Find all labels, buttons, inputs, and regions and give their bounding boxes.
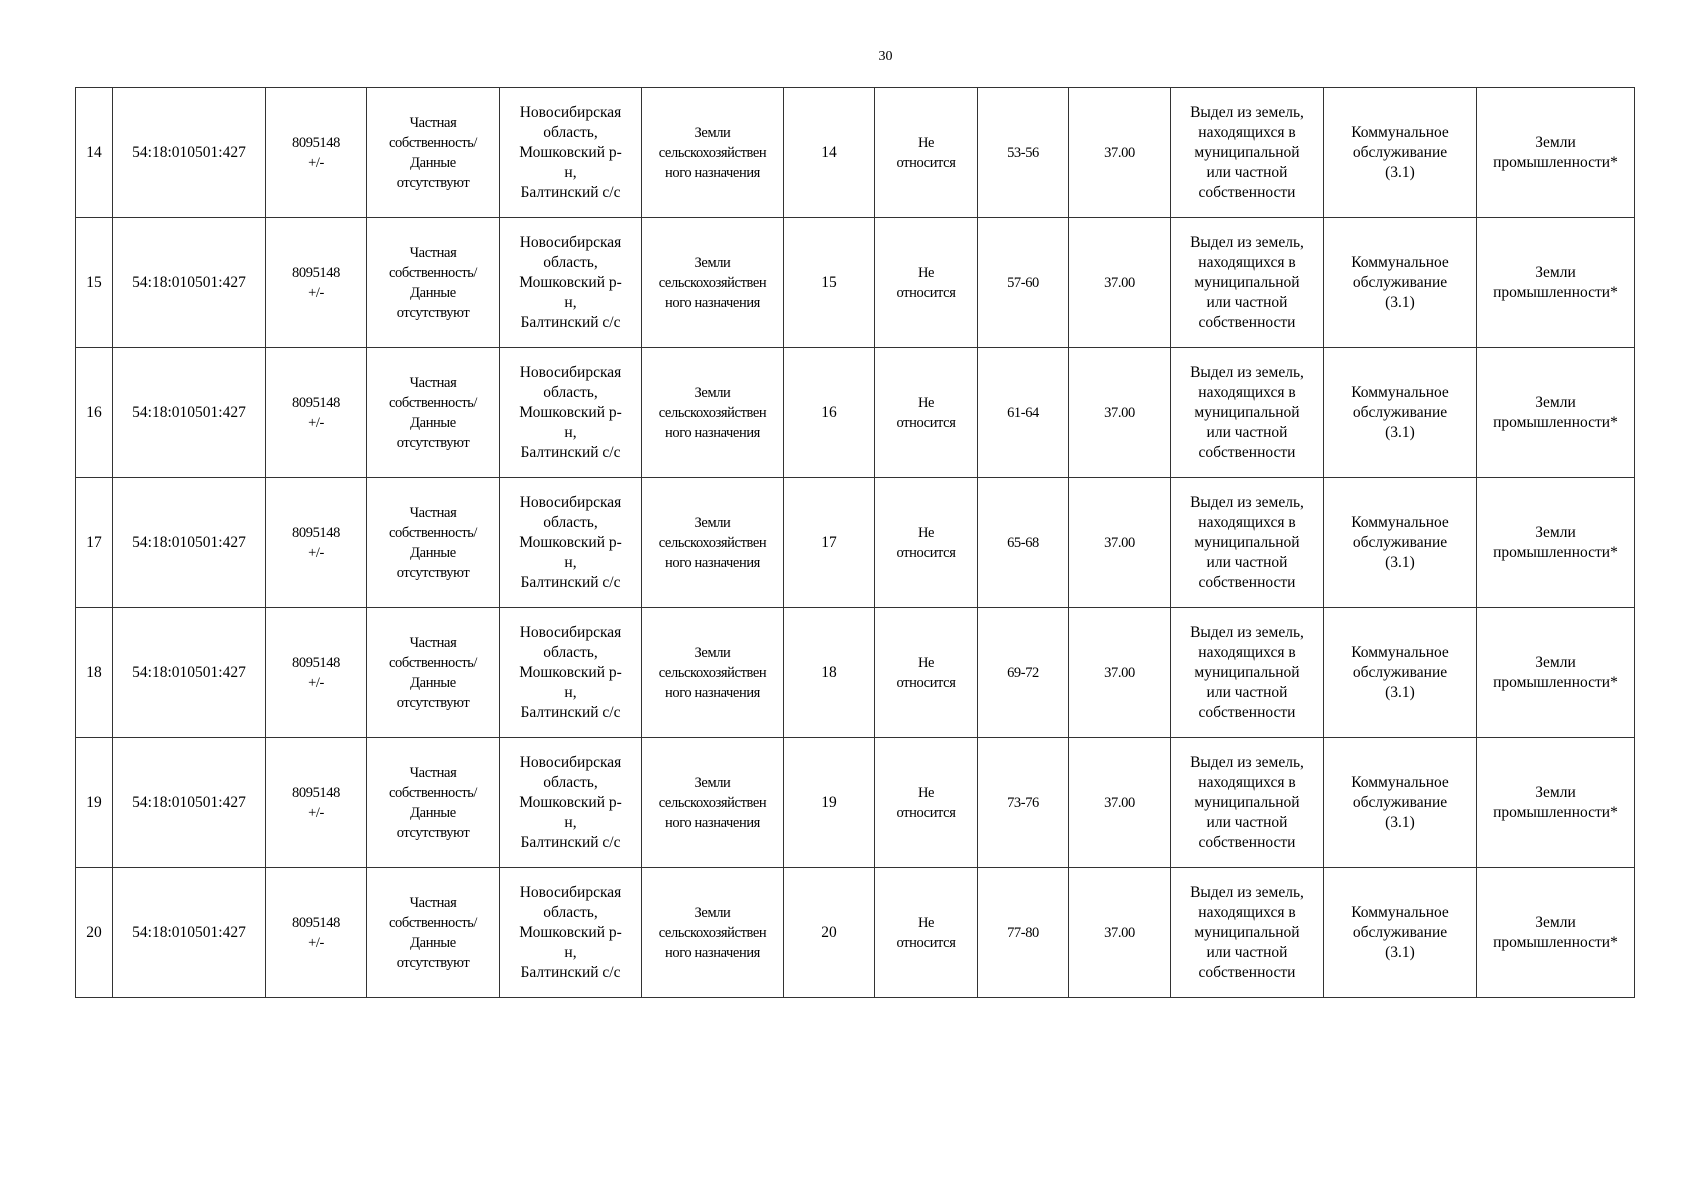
cell-text-address: Новосибирская область, Мошковский р- н, Балтинский с/с [519, 363, 622, 461]
target-category-cell [1477, 88, 1635, 218]
source-cell [1171, 478, 1324, 608]
cell-text-points: 61-64 [1007, 404, 1039, 421]
cell-text-category: Земли сельскохозяйствен ного назначения [658, 774, 767, 831]
cell-text-n: 15 [86, 273, 102, 291]
table-body [76, 88, 1635, 998]
table-row [76, 738, 1635, 868]
address-cell [500, 348, 642, 478]
table-row [76, 348, 1635, 478]
land-category-cell [642, 88, 784, 218]
relation-cell [875, 738, 978, 868]
permitted-use-cell [1324, 868, 1477, 998]
cell-text-relation: Не относится [896, 134, 956, 171]
value-cell [1069, 738, 1171, 868]
cell-text-n: 18 [86, 663, 102, 681]
relation-cell [875, 348, 978, 478]
cadastral-number-cell [113, 738, 266, 868]
cell-text-category: Земли сельскохозяйствен ного назначения [658, 384, 767, 441]
ownership-cell [367, 478, 500, 608]
cell-text-source: Выдел из земель, находящихся в муниципальной или частной собственности [1190, 883, 1304, 981]
cell-text-source: Выдел из земель, находящихся в муниципальной или частной собственности [1190, 363, 1304, 461]
plot-number-cell [784, 218, 875, 348]
cadastral-number-cell [113, 88, 266, 218]
points-cell [978, 88, 1069, 218]
ownership-cell [367, 608, 500, 738]
cell-text-address: Новосибирская область, Мошковский р- н, Балтинский с/с [519, 623, 622, 721]
permitted-use-cell [1324, 738, 1477, 868]
value-cell [1069, 478, 1171, 608]
row-index-cell [76, 478, 113, 608]
cell-text-n: 14 [86, 143, 102, 161]
permitted-use-cell [1324, 608, 1477, 738]
cell-text-relation: Не относится [896, 654, 956, 691]
cell-text-ownership: Частная собственность/ Данные отсутствуют [389, 244, 477, 321]
cell-text-number: 15 [821, 273, 837, 291]
cell-text-number: 17 [821, 533, 837, 551]
cell-text-category: Земли сельскохозяйствен ного назначения [658, 644, 767, 701]
points-cell [978, 348, 1069, 478]
cell-text-target: Земли промышленности* [1493, 783, 1618, 821]
address-cell [500, 608, 642, 738]
cell-text-points: 53-56 [1007, 144, 1039, 161]
land-category-cell [642, 738, 784, 868]
cell-text-use: Коммунальное обслуживание (3.1) [1351, 383, 1449, 441]
target-category-cell [1477, 218, 1635, 348]
cell-text-ownership: Частная собственность/ Данные отсутствуют [389, 634, 477, 711]
table-row [76, 218, 1635, 348]
relation-cell [875, 88, 978, 218]
target-category-cell [1477, 478, 1635, 608]
page-number: 30 [878, 49, 893, 64]
relation-cell [875, 478, 978, 608]
address-cell [500, 478, 642, 608]
cell-text-address: Новосибирская область, Мошковский р- н, Балтинский с/с [519, 233, 622, 331]
cell-text-points: 57-60 [1007, 274, 1039, 291]
cell-text-source: Выдел из земель, находящихся в муниципальной или частной собственности [1190, 493, 1304, 591]
cell-text-number: 20 [821, 923, 837, 941]
cadastral-number-cell [113, 868, 266, 998]
points-cell [978, 478, 1069, 608]
cell-text-value: 37.00 [1104, 794, 1135, 811]
cell-text-relation: Не относится [896, 264, 956, 301]
plot-number-cell [784, 478, 875, 608]
permitted-use-cell [1324, 218, 1477, 348]
cell-text-category: Земли сельскохозяйствен ного назначения [658, 254, 767, 311]
cell-text-category: Земли сельскохозяйствен ного назначения [658, 514, 767, 571]
cell-text-area: 8095148 +/- [292, 134, 340, 171]
cell-text-ownership: Частная собственность/ Данные отсутствуют [389, 764, 477, 841]
plot-number-cell [784, 348, 875, 478]
cell-text-source: Выдел из земель, находящихся в муниципальной или частной собственности [1190, 623, 1304, 721]
cell-text-cadastral: 54:18:010501:427 [132, 793, 246, 811]
target-category-cell [1477, 738, 1635, 868]
table-row [76, 868, 1635, 998]
cell-text-source: Выдел из земель, находящихся в муниципальной или частной собственности [1190, 233, 1304, 331]
area-cell [266, 608, 367, 738]
cell-text-cadastral: 54:18:010501:427 [132, 663, 246, 681]
land-category-cell [642, 868, 784, 998]
value-cell [1069, 868, 1171, 998]
cell-text-value: 37.00 [1104, 534, 1135, 551]
cell-text-cadastral: 54:18:010501:427 [132, 403, 246, 421]
cell-text-cadastral: 54:18:010501:427 [132, 143, 246, 161]
cell-text-cadastral: 54:18:010501:427 [132, 533, 246, 551]
relation-cell [875, 218, 978, 348]
points-cell [978, 608, 1069, 738]
ownership-cell [367, 218, 500, 348]
cell-text-use: Коммунальное обслуживание (3.1) [1351, 253, 1449, 311]
cadastral-number-cell [113, 218, 266, 348]
area-cell [266, 348, 367, 478]
cell-text-ownership: Частная собственность/ Данные отсутствуют [389, 894, 477, 971]
cell-text-address: Новосибирская область, Мошковский р- н, Балтинский с/с [519, 753, 622, 851]
table-row [76, 608, 1635, 738]
cell-text-n: 17 [86, 533, 102, 551]
source-cell [1171, 868, 1324, 998]
cell-text-cadastral: 54:18:010501:427 [132, 923, 246, 941]
cell-text-use: Коммунальное обслуживание (3.1) [1351, 643, 1449, 701]
cell-text-number: 19 [821, 793, 837, 811]
relation-cell [875, 868, 978, 998]
area-cell [266, 868, 367, 998]
cell-text-address: Новосибирская область, Мошковский р- н, Балтинский с/с [519, 103, 622, 201]
area-cell [266, 218, 367, 348]
plot-number-cell [784, 868, 875, 998]
cell-text-target: Земли промышленности* [1493, 653, 1618, 691]
target-category-cell [1477, 348, 1635, 478]
area-cell [266, 738, 367, 868]
permitted-use-cell [1324, 88, 1477, 218]
plot-number-cell [784, 608, 875, 738]
source-cell [1171, 738, 1324, 868]
table-row [76, 478, 1635, 608]
cell-text-n: 20 [86, 923, 102, 941]
value-cell [1069, 348, 1171, 478]
cell-text-area: 8095148 +/- [292, 394, 340, 431]
row-index-cell [76, 608, 113, 738]
cell-text-area: 8095148 +/- [292, 654, 340, 691]
value-cell [1069, 608, 1171, 738]
row-index-cell [76, 738, 113, 868]
source-cell [1171, 348, 1324, 478]
target-category-cell [1477, 608, 1635, 738]
ownership-cell [367, 88, 500, 218]
cell-text-category: Земли сельскохозяйствен ного назначения [658, 904, 767, 961]
cell-text-points: 65-68 [1007, 534, 1039, 551]
permitted-use-cell [1324, 478, 1477, 608]
row-index-cell [76, 218, 113, 348]
land-register-table [75, 87, 1635, 998]
cell-text-address: Новосибирская область, Мошковский р- н, Балтинский с/с [519, 883, 622, 981]
cell-text-area: 8095148 +/- [292, 914, 340, 951]
value-cell [1069, 88, 1171, 218]
cell-text-cadastral: 54:18:010501:427 [132, 273, 246, 291]
cell-text-n: 19 [86, 793, 102, 811]
area-cell [266, 88, 367, 218]
land-category-cell [642, 218, 784, 348]
relation-cell [875, 608, 978, 738]
address-cell [500, 868, 642, 998]
cell-text-n: 16 [86, 403, 102, 421]
cell-text-relation: Не относится [896, 914, 956, 951]
cell-text-points: 73-76 [1007, 794, 1039, 811]
cell-text-ownership: Частная собственность/ Данные отсутствуют [389, 374, 477, 451]
permitted-use-cell [1324, 348, 1477, 478]
target-category-cell [1477, 868, 1635, 998]
points-cell [978, 218, 1069, 348]
cell-text-source: Выдел из земель, находящихся в муниципальной или частной собственности [1190, 103, 1304, 201]
cell-text-category: Земли сельскохозяйствен ного назначения [658, 124, 767, 181]
cadastral-number-cell [113, 478, 266, 608]
cell-text-value: 37.00 [1104, 144, 1135, 161]
address-cell [500, 738, 642, 868]
plot-number-cell [784, 738, 875, 868]
row-index-cell [76, 88, 113, 218]
cell-text-points: 77-80 [1007, 924, 1039, 941]
cell-text-points: 69-72 [1007, 664, 1039, 681]
cell-text-target: Земли промышленности* [1493, 913, 1618, 951]
source-cell [1171, 88, 1324, 218]
cell-text-relation: Не относится [896, 784, 956, 821]
cadastral-number-cell [113, 348, 266, 478]
address-cell [500, 88, 642, 218]
cell-text-use: Коммунальное обслуживание (3.1) [1351, 123, 1449, 181]
ownership-cell [367, 738, 500, 868]
cell-text-relation: Не относится [896, 394, 956, 431]
land-category-cell [642, 348, 784, 478]
source-cell [1171, 218, 1324, 348]
cell-text-ownership: Частная собственность/ Данные отсутствуют [389, 504, 477, 581]
cell-text-value: 37.00 [1104, 404, 1135, 421]
cell-text-area: 8095148 +/- [292, 264, 340, 301]
cell-text-number: 18 [821, 663, 837, 681]
land-category-cell [642, 478, 784, 608]
plot-number-cell [784, 88, 875, 218]
cell-text-target: Земли промышленности* [1493, 393, 1618, 431]
cell-text-use: Коммунальное обслуживание (3.1) [1351, 903, 1449, 961]
cell-text-relation: Не относится [896, 524, 956, 561]
cadastral-number-cell [113, 608, 266, 738]
row-index-cell [76, 868, 113, 998]
cell-text-ownership: Частная собственность/ Данные отсутствуют [389, 114, 477, 191]
cell-text-number: 16 [821, 403, 837, 421]
value-cell [1069, 218, 1171, 348]
source-cell [1171, 608, 1324, 738]
cell-text-address: Новосибирская область, Мошковский р- н, Балтинский с/с [519, 493, 622, 591]
cell-text-target: Земли промышленности* [1493, 133, 1618, 171]
cell-text-value: 37.00 [1104, 274, 1135, 291]
cell-text-use: Коммунальное обслуживание (3.1) [1351, 773, 1449, 831]
land-category-cell [642, 608, 784, 738]
cell-text-use: Коммунальное обслуживание (3.1) [1351, 513, 1449, 571]
table-row [76, 88, 1635, 218]
ownership-cell [367, 868, 500, 998]
cell-text-number: 14 [821, 143, 837, 161]
area-cell [266, 478, 367, 608]
cell-text-value: 37.00 [1104, 924, 1135, 941]
points-cell [978, 868, 1069, 998]
cell-text-target: Земли промышленности* [1493, 523, 1618, 561]
cell-text-target: Земли промышленности* [1493, 263, 1618, 301]
cell-text-source: Выдел из земель, находящихся в муниципальной или частной собственности [1190, 753, 1304, 851]
cell-text-area: 8095148 +/- [292, 524, 340, 561]
cell-text-value: 37.00 [1104, 664, 1135, 681]
ownership-cell [367, 348, 500, 478]
points-cell [978, 738, 1069, 868]
row-index-cell [76, 348, 113, 478]
address-cell [500, 218, 642, 348]
cell-text-area: 8095148 +/- [292, 784, 340, 821]
